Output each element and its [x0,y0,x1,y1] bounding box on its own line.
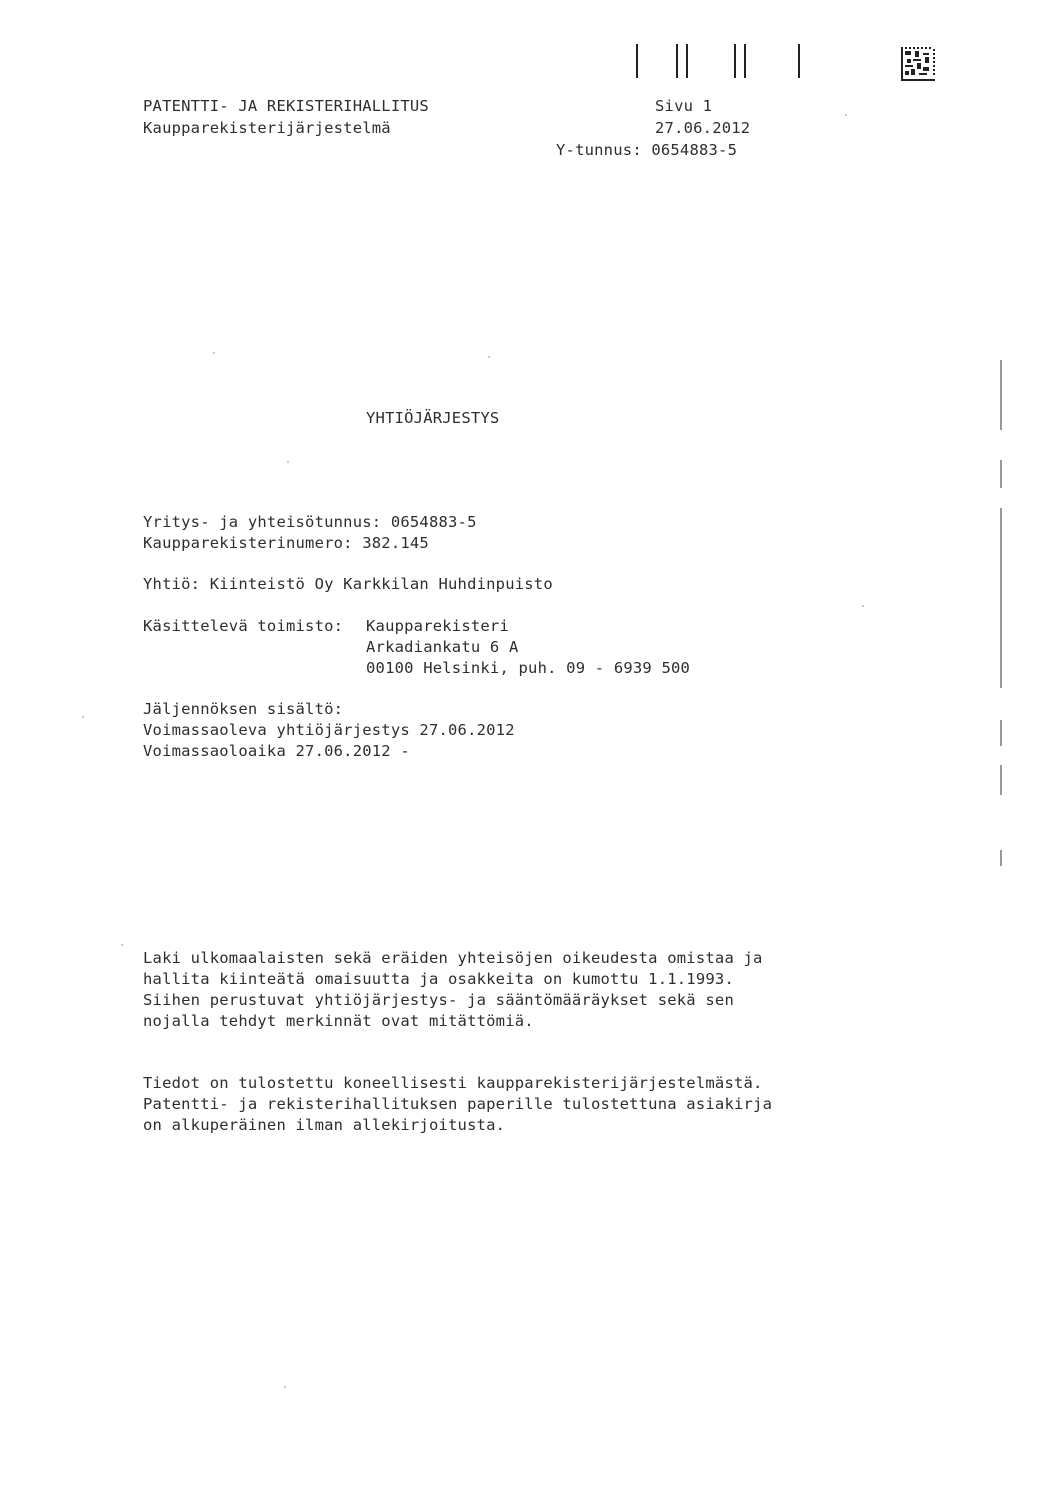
footer-note-line-2: Patentti- ja rekisterihallituksen paperille tulostettuna asiakirja [143,1095,773,1113]
office-street: Arkadiankatu 6 A [366,638,519,656]
scan-speck [213,352,215,354]
contents-heading: Jäljennöksen sisältö: [143,700,344,718]
office-city-phone: 00100 Helsinki, puh. 09 - 6939 500 [366,659,691,677]
contents-line-2: Voimassaoloaika 27.06.2012 - [143,742,410,760]
office-name: Kaupparekisteri [366,617,509,635]
business-id-line: Yritys- ja yhteisötunnus: 0654883-5 [143,513,477,531]
document-date: 27.06.2012 [655,119,751,137]
notice-line-2: hallita kiinteätä omaisuutta ja osakkeita on kumottu 1.1.1993. [143,970,734,988]
footer-note-line-3: on alkuperäinen ilman allekirjoitusta. [143,1116,506,1134]
header-business-id: Y-tunnus: 0654883-5 [556,141,738,159]
scan-speck [82,716,84,718]
datamatrix-code [901,47,935,81]
scan-speck [488,356,490,358]
notice-line-4: nojalla tehdyt merkinnät ovat mitättömiä. [143,1012,534,1030]
scan-speck [845,114,847,116]
trade-register-number: Kaupparekisterinumero: 382.145 [143,534,429,552]
scan-speck [284,1386,286,1388]
notice-line-1: Laki ulkomaalaisten sekä eräiden yhteisöjen oikeudesta omistaa ja [143,949,763,967]
scan-speck [862,605,864,607]
document-title: YHTIÖJÄRJESTYS [366,409,500,427]
office-label: Käsittelevä toimisto: [143,617,344,635]
scan-speck [287,461,289,463]
page-number: Sivu 1 [655,97,713,115]
barcode [630,44,810,82]
notice-line-3: Siihen perustuvat yhtiöjärjestys- ja sääntömääräykset sekä sen [143,991,734,1009]
system-name: Kaupparekisterijärjestelmä [143,119,391,137]
company-name: Yhtiö: Kiinteistö Oy Karkkilan Huhdinpuisto [143,575,553,593]
scan-speck [121,944,123,946]
contents-line-1: Voimassaoleva yhtiöjärjestys 27.06.2012 [143,721,515,739]
scan-edge-marks [998,360,1006,880]
footer-note-line-1: Tiedot on tulostettu koneellisesti kaupparekisterijärjestelmästä. [143,1074,763,1092]
org-name: PATENTTI- JA REKISTERIHALLITUS [143,97,429,115]
